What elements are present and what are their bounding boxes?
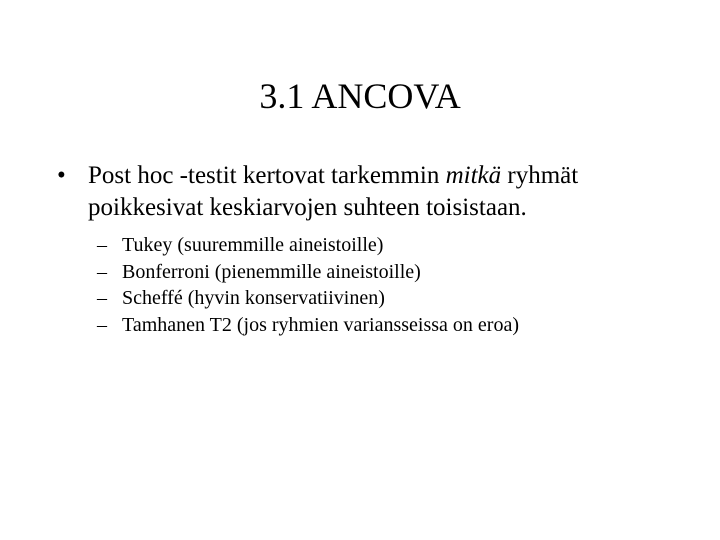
- slide-title: 3.1 ANCOVA: [259, 76, 461, 116]
- sub-bullet-list: [97, 232, 697, 338]
- sub-item-text: Scheffé (hyvin konservatiivinen): [122, 287, 385, 309]
- dash-marker: –: [97, 313, 107, 336]
- dash-marker: –: [97, 287, 107, 309]
- sub-item-text: Tamhanen T2 (jos ryhmien variansseissa on eroa): [122, 313, 520, 336]
- sub-item-text: Bonferroni (pienemmille aineistoille): [122, 260, 421, 283]
- list-item: [97, 312, 697, 339]
- bullet-text-end: ryhmät poikkesivat keskiarvojen suhteen toisistaan.: [88, 162, 579, 221]
- dash-marker: –: [97, 234, 107, 256]
- list-item: [97, 259, 697, 286]
- sub-item-text: Tukey (suuremmille aineistoille): [122, 234, 384, 256]
- main-bullet: [57, 160, 697, 224]
- bullet-marker: •: [57, 162, 66, 189]
- main-bullet-text: [88, 160, 697, 224]
- bullet-text-emphasis: mitkä: [445, 162, 502, 189]
- list-item: [97, 232, 697, 259]
- list-item: [97, 285, 697, 312]
- bullet-text-start: Post hoc -testit kertovat tarkemmin: [88, 162, 446, 189]
- dash-marker: –: [97, 260, 107, 283]
